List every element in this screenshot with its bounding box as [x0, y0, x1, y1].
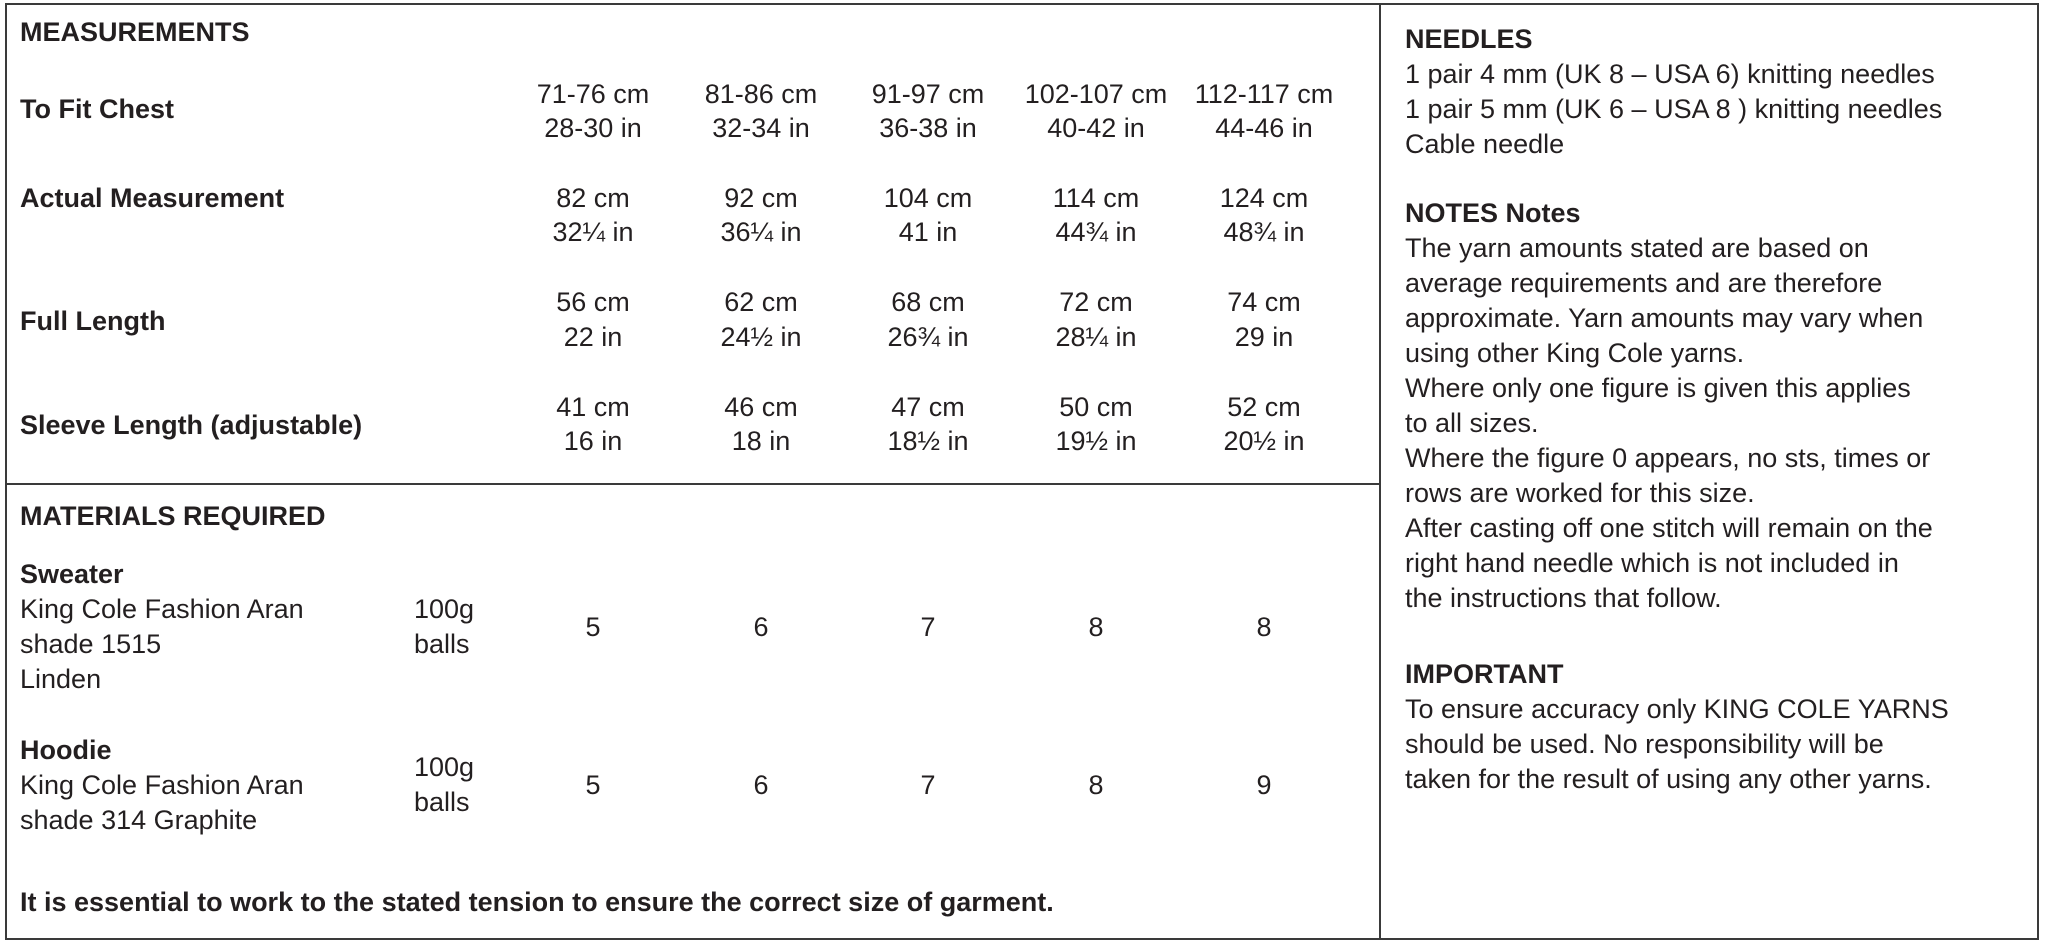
actual-size-1-in: 32¼ in: [552, 217, 634, 247]
notes-line: The yarn amounts stated are based on: [1405, 233, 1869, 263]
actual-measurement-label: Actual Measurement: [20, 183, 285, 213]
hoodie-unit-line-1: 100g: [414, 752, 475, 782]
full-length-label: Full Length: [20, 306, 166, 336]
notes-text: [1405, 231, 1933, 616]
sweater-balls-size-4: 8: [1088, 612, 1104, 642]
needle-item: 1 pair 5 mm (UK 6 – USA 8 ) knitting needles: [1405, 94, 1943, 124]
notes-line: using other King Cole yarns.: [1405, 338, 1745, 368]
length-size-4-cm: 72 cm: [1059, 287, 1133, 317]
notes-line: rows are worked for this size.: [1405, 478, 1755, 508]
notes-line: right hand needle which is not included in: [1405, 548, 1899, 578]
needles-list: [1405, 57, 1942, 162]
length-size-4-in: 28¼ in: [1055, 322, 1137, 352]
sleeve-size-5-cm: 52 cm: [1227, 392, 1301, 422]
sweater-balls-size-1: 5: [585, 612, 601, 642]
hoodie-yarn-line-2: shade 314 Graphite: [20, 805, 258, 835]
chest-size-4-in: 40-42 in: [1047, 113, 1145, 143]
tension-note: It is essential to work to the stated tension to ensure the correct size of garment.: [20, 887, 1054, 917]
actual-size-3-cm: 104 cm: [883, 183, 973, 213]
length-size-5-in: 29 in: [1234, 322, 1294, 352]
notes-line: the instructions that follow.: [1405, 583, 1722, 613]
sweater-title: Sweater: [20, 559, 124, 589]
hoodie-balls-size-4: 8: [1088, 770, 1104, 800]
sweater-unit-line-1: 100g: [414, 594, 475, 624]
needles-heading: NEEDLES: [1405, 24, 1533, 54]
notes-line: After casting off one stitch will remain on the: [1405, 513, 1933, 543]
chest-size-2-in: 32-34 in: [712, 113, 810, 143]
chest-size-2-cm: 81-86 cm: [704, 79, 818, 109]
sleeve-size-2-in: 18 in: [731, 426, 791, 456]
important-text: [1405, 692, 1949, 797]
important-heading: IMPORTANT: [1405, 659, 1564, 689]
hoodie-title: Hoodie: [20, 735, 112, 765]
important-line: should be used. No responsibility will be: [1405, 729, 1884, 759]
sleeve-size-3-in: 18½ in: [887, 426, 969, 456]
sweater-yarn-line-1: King Cole Fashion Aran: [20, 594, 304, 624]
actual-size-2-cm: 92 cm: [724, 183, 798, 213]
actual-size-5-in: 48¾ in: [1223, 217, 1305, 247]
sleeve-size-2-cm: 46 cm: [724, 392, 798, 422]
hoodie-unit-line-2: balls: [414, 787, 470, 817]
needle-item: 1 pair 4 mm (UK 8 – USA 6) knitting needles: [1405, 59, 1935, 89]
chest-size-3-cm: 91-97 cm: [871, 79, 985, 109]
sleeve-size-3-cm: 47 cm: [891, 392, 965, 422]
sleeve-size-4-in: 19½ in: [1055, 426, 1137, 456]
length-size-2-cm: 62 cm: [724, 287, 798, 317]
chest-size-4-cm: 102-107 cm: [1024, 79, 1168, 109]
length-size-3-in: 26¾ in: [887, 322, 969, 352]
materials-heading: MATERIALS REQUIRED: [20, 501, 326, 531]
notes-line: to all sizes.: [1405, 408, 1539, 438]
hoodie-balls-size-5: 9: [1256, 770, 1272, 800]
notes-line: Where only one figure is given this applies: [1405, 373, 1911, 403]
actual-size-3-in: 41 in: [898, 217, 958, 247]
actual-size-5-cm: 124 cm: [1219, 183, 1309, 213]
length-size-1-in: 22 in: [563, 322, 623, 352]
sleeve-size-1-cm: 41 cm: [556, 392, 630, 422]
hoodie-balls-size-1: 5: [585, 770, 601, 800]
length-size-3-cm: 68 cm: [891, 287, 965, 317]
chest-size-1-in: 28-30 in: [544, 113, 642, 143]
needle-item: Cable needle: [1405, 129, 1565, 159]
actual-size-4-in: 44¾ in: [1055, 217, 1137, 247]
notes-heading: NOTES Notes: [1405, 198, 1581, 228]
sweater-balls-size-5: 8: [1256, 612, 1272, 642]
sweater-yarn-line-2: shade 1515: [20, 629, 162, 659]
to-fit-chest-label: To Fit Chest: [20, 94, 174, 124]
actual-size-1-cm: 82 cm: [556, 183, 630, 213]
section-divider: [5, 483, 1381, 485]
sweater-balls-size-3: 7: [920, 612, 936, 642]
hoodie-balls-size-2: 6: [753, 770, 769, 800]
sweater-unit-line-2: balls: [414, 629, 470, 659]
chest-size-5-in: 44-46 in: [1215, 113, 1313, 143]
chest-size-1-cm: 71-76 cm: [536, 79, 650, 109]
hoodie-yarn-line-1: King Cole Fashion Aran: [20, 770, 304, 800]
notes-line: average requirements and are therefore: [1405, 268, 1883, 298]
length-size-1-cm: 56 cm: [556, 287, 630, 317]
sleeve-size-5-in: 20½ in: [1223, 426, 1305, 456]
chest-size-5-cm: 112-117 cm: [1194, 79, 1334, 109]
chest-size-3-in: 36-38 in: [879, 113, 977, 143]
sleeve-length-label: Sleeve Length (adjustable): [20, 410, 363, 440]
length-size-2-in: 24½ in: [720, 322, 802, 352]
column-divider: [1379, 3, 1381, 940]
actual-size-2-in: 36¼ in: [720, 217, 802, 247]
measurements-heading: MEASUREMENTS: [20, 17, 250, 47]
sleeve-size-4-cm: 50 cm: [1059, 392, 1133, 422]
sweater-yarn-line-3: Linden: [20, 664, 102, 694]
sleeve-size-1-in: 16 in: [563, 426, 623, 456]
important-line: To ensure accuracy only KING COLE YARNS: [1405, 694, 1949, 724]
length-size-5-cm: 74 cm: [1227, 287, 1301, 317]
sweater-balls-size-2: 6: [753, 612, 769, 642]
actual-size-4-cm: 114 cm: [1052, 183, 1140, 213]
notes-line: Where the figure 0 appears, no sts, times or: [1405, 443, 1931, 473]
notes-line: approximate. Yarn amounts may vary when: [1405, 303, 1924, 333]
hoodie-balls-size-3: 7: [920, 770, 936, 800]
important-line: taken for the result of using any other yarns.: [1405, 764, 1932, 794]
